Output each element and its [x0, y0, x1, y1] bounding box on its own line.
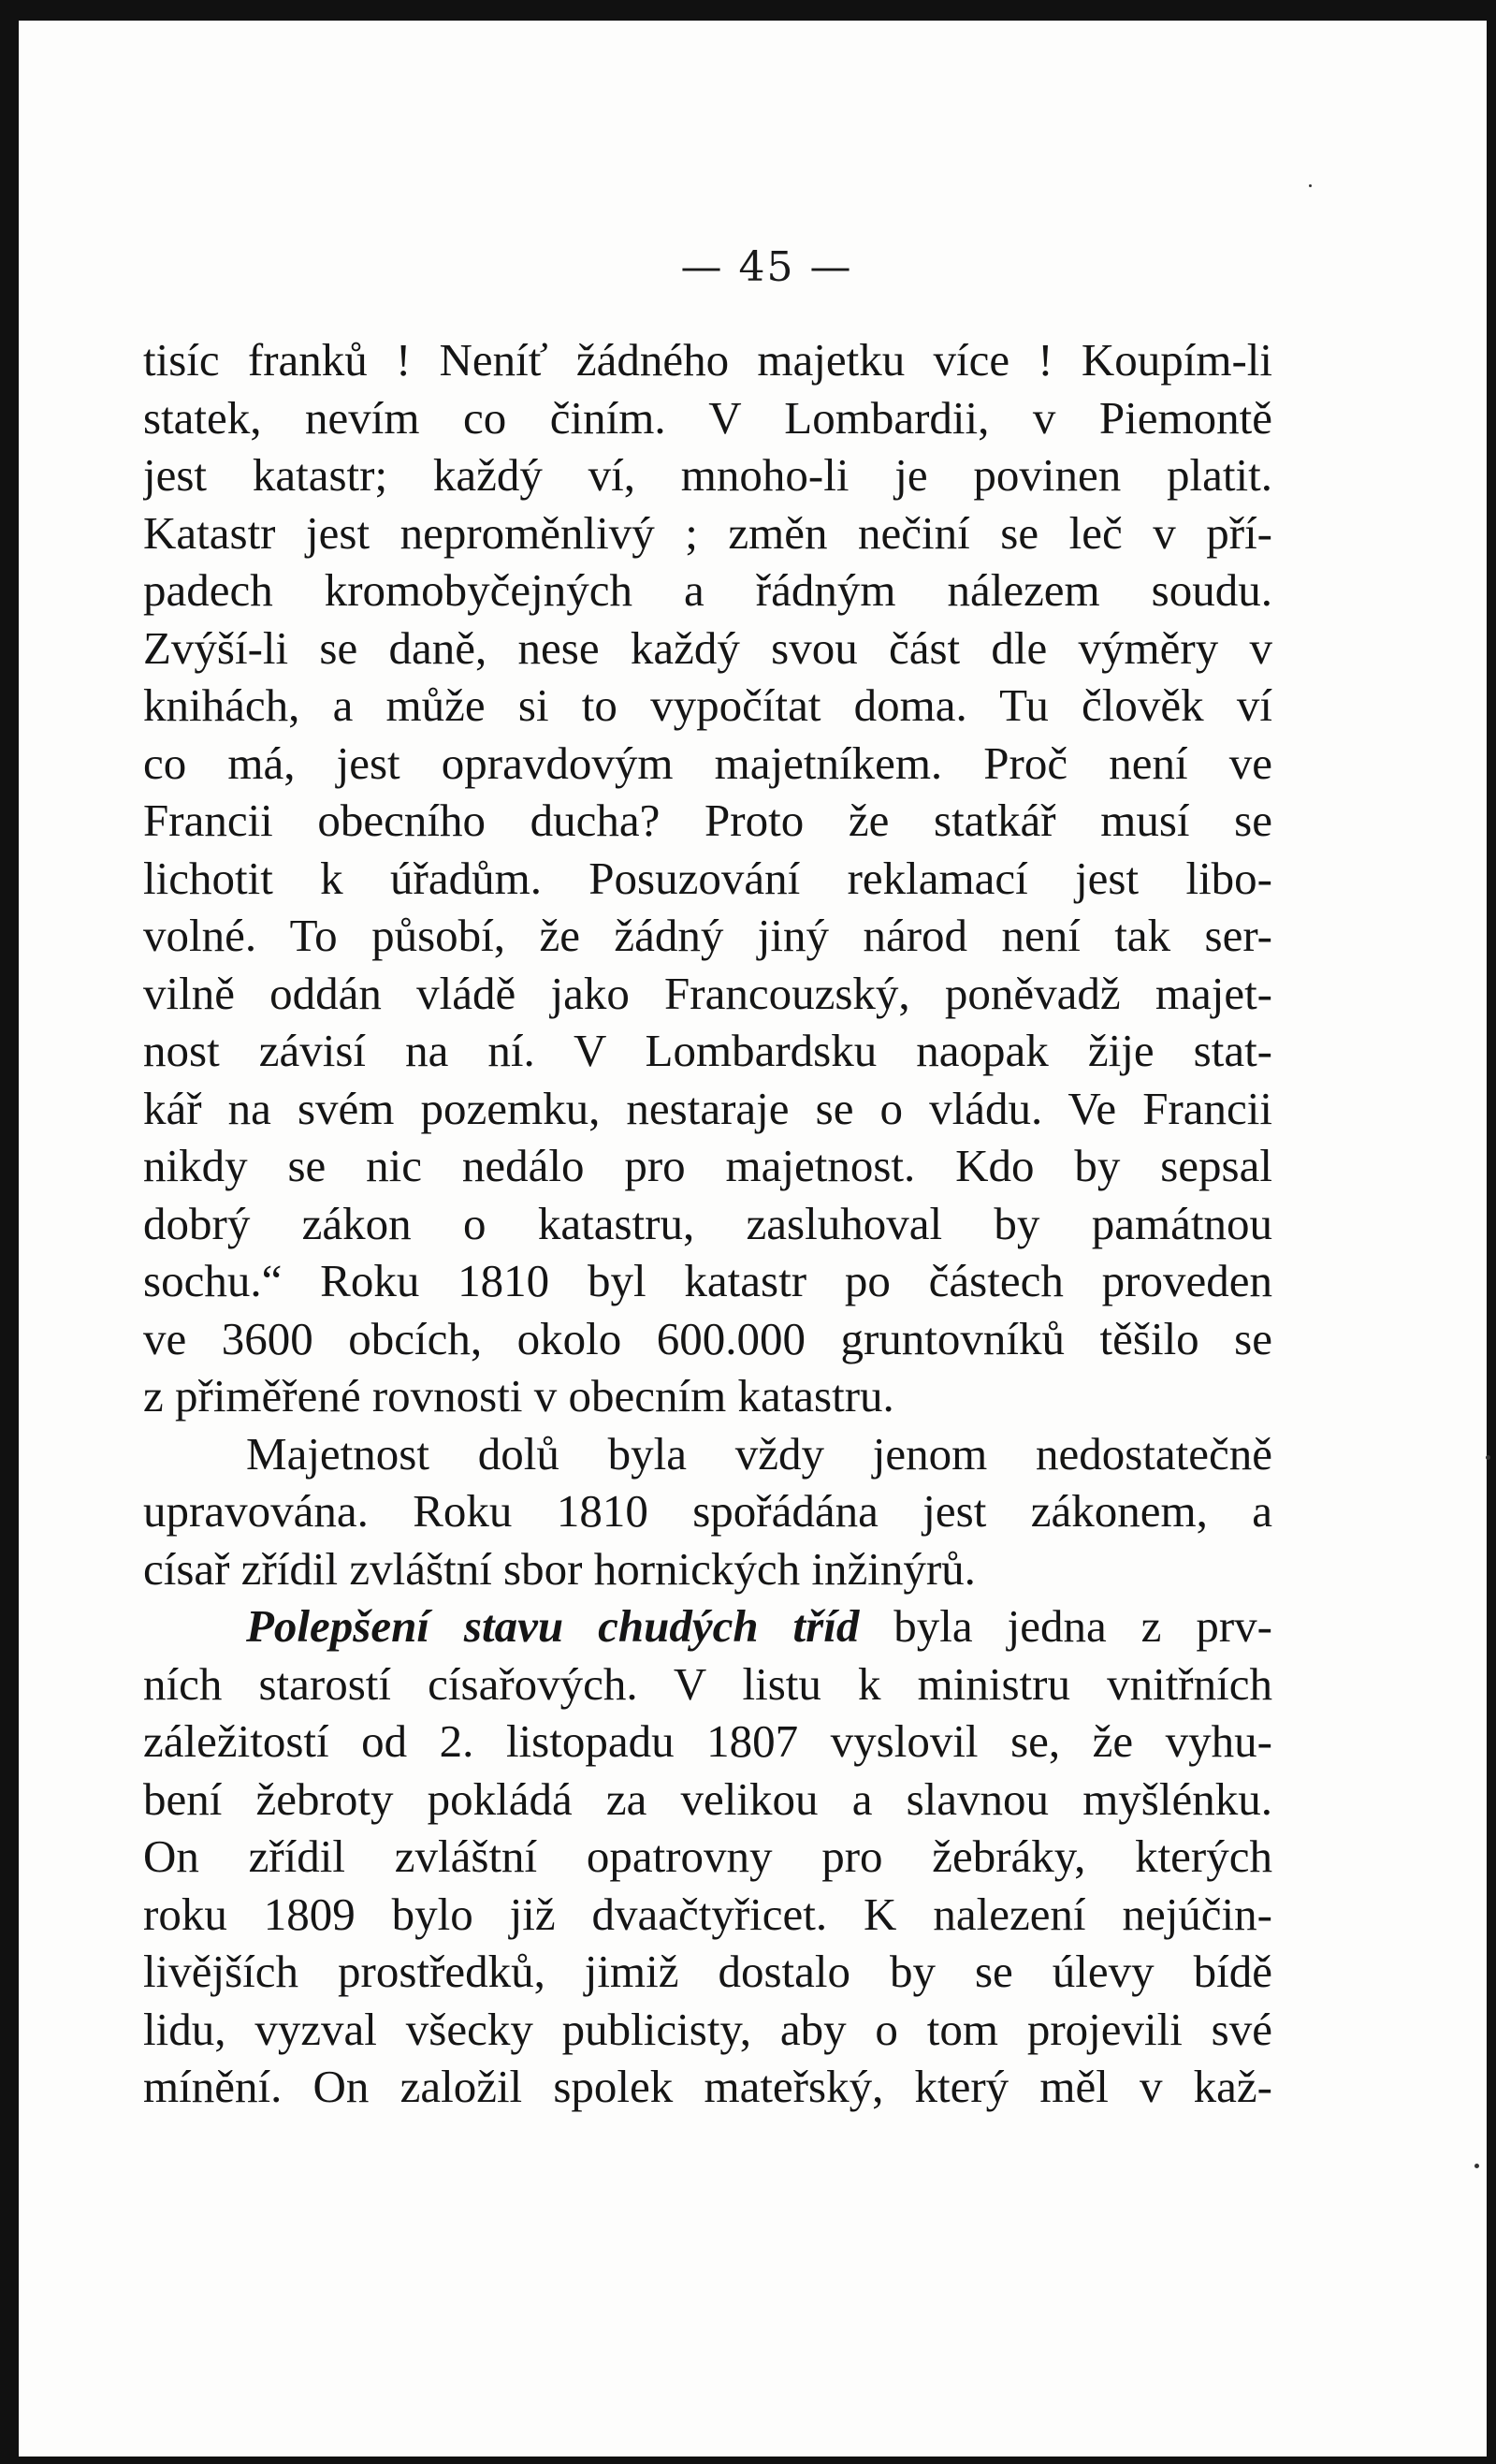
text-line: ve 3600 obcích, okolo 600.000 gruntovníků těšilo se: [143, 1312, 1272, 1364]
text-line: Katastr jest neproměnlivý ; změn nečiní se leč v pří-: [143, 506, 1272, 559]
scan-speck: [1474, 2164, 1479, 2168]
text-line: císař zřídil zvláštní sbor hornických inžinýrů.: [143, 1542, 976, 1595]
text-line: lichotit k úřadům. Posuzování reklamací jest libo-: [143, 852, 1272, 904]
text-line-rest: byla jedna z prv-: [859, 1600, 1272, 1652]
text-line: upravována. Roku 1810 spořádána jest zákonem, a: [143, 1485, 1272, 1537]
emphasis-phrase: Polepšení stavu chudých tříd: [246, 1600, 860, 1652]
text-line: jest katastr; každý ví, mnoho-li je povinen platit.: [143, 449, 1272, 501]
text-line: statek, nevím co činím. V Lombardii, v Piemontě: [143, 391, 1272, 444]
scan-speck: [1486, 1455, 1490, 1460]
page-number: — 45 —: [680, 243, 853, 291]
text-line: Francii obecního ducha? Proto že statkář musí se: [143, 795, 1272, 846]
text-line: knihách, a může si to vypočítat doma. Tu člověk ví: [143, 679, 1272, 731]
text-line: nost závisí na ní. V Lombardsku naopak žije stat-: [143, 1025, 1272, 1076]
body-text: [143, 331, 1272, 2116]
text-line: On zřídil zvláštní opatrovny pro žebráky, kterých: [143, 1830, 1272, 1882]
text-line: volné. To působí, že žádný jiný národ není tak ser-: [143, 910, 1272, 961]
text-line: dobrý zákon o katastru, zasluhoval by památnou: [143, 1197, 1272, 1249]
text-line: lidu, vyzval všecky publicisty, aby o tom projevili své: [143, 2003, 1272, 2055]
text-line: co má, jest opravdovým majetníkem. Proč není ve: [143, 736, 1272, 789]
text-line: nikdy se nic nedálo pro majetnost. Kdo by sepsal: [143, 1140, 1272, 1191]
text-line: záležitostí od 2. listopadu 1807 vyslovil se, že vyhu-: [143, 1715, 1272, 1767]
text-line: [143, 1597, 1272, 1655]
text-line: vilně oddán vládě jako Francouzský, poněvadž majet-: [143, 967, 1272, 1019]
text-line: Zvýší-li se daně, nese každý svou část dle výměry v: [143, 621, 1272, 674]
text-line: roku 1809 bylo již dvaačtyřicet. K nalezení nejúčin-: [143, 1888, 1272, 1940]
scan-speck: [1309, 184, 1312, 187]
text-line: ních starostí císařových. V listu k ministru vnitřních: [143, 1657, 1272, 1710]
text-line: bení žebroty pokládá za velikou a slavnou myšlénku.: [143, 1772, 1272, 1825]
text-line: Majetnost dolů byla vždy jenom nedostatečně: [246, 1427, 1272, 1480]
text-line: tisíc franků ! Neníť žádného majetku více ! Koupím-li: [143, 334, 1272, 386]
text-line: mínění. On založil spolek mateřský, který měl v kaž-: [143, 2061, 1272, 2112]
text-line: kář na svém pozemku, nestaraje se o vládu. Ve Francii: [143, 1082, 1272, 1134]
text-line: padech kromobyčejných a řádným nálezem soudu.: [143, 564, 1272, 616]
text-line: livějších prostředků, jimiž dostalo by se úlevy bídě: [143, 1946, 1272, 1997]
text-line: sochu.“ Roku 1810 byl katastr po částech proveden: [143, 1255, 1272, 1306]
text-line: z přiměřené rovnosti v obecním katastru.: [143, 1370, 894, 1422]
